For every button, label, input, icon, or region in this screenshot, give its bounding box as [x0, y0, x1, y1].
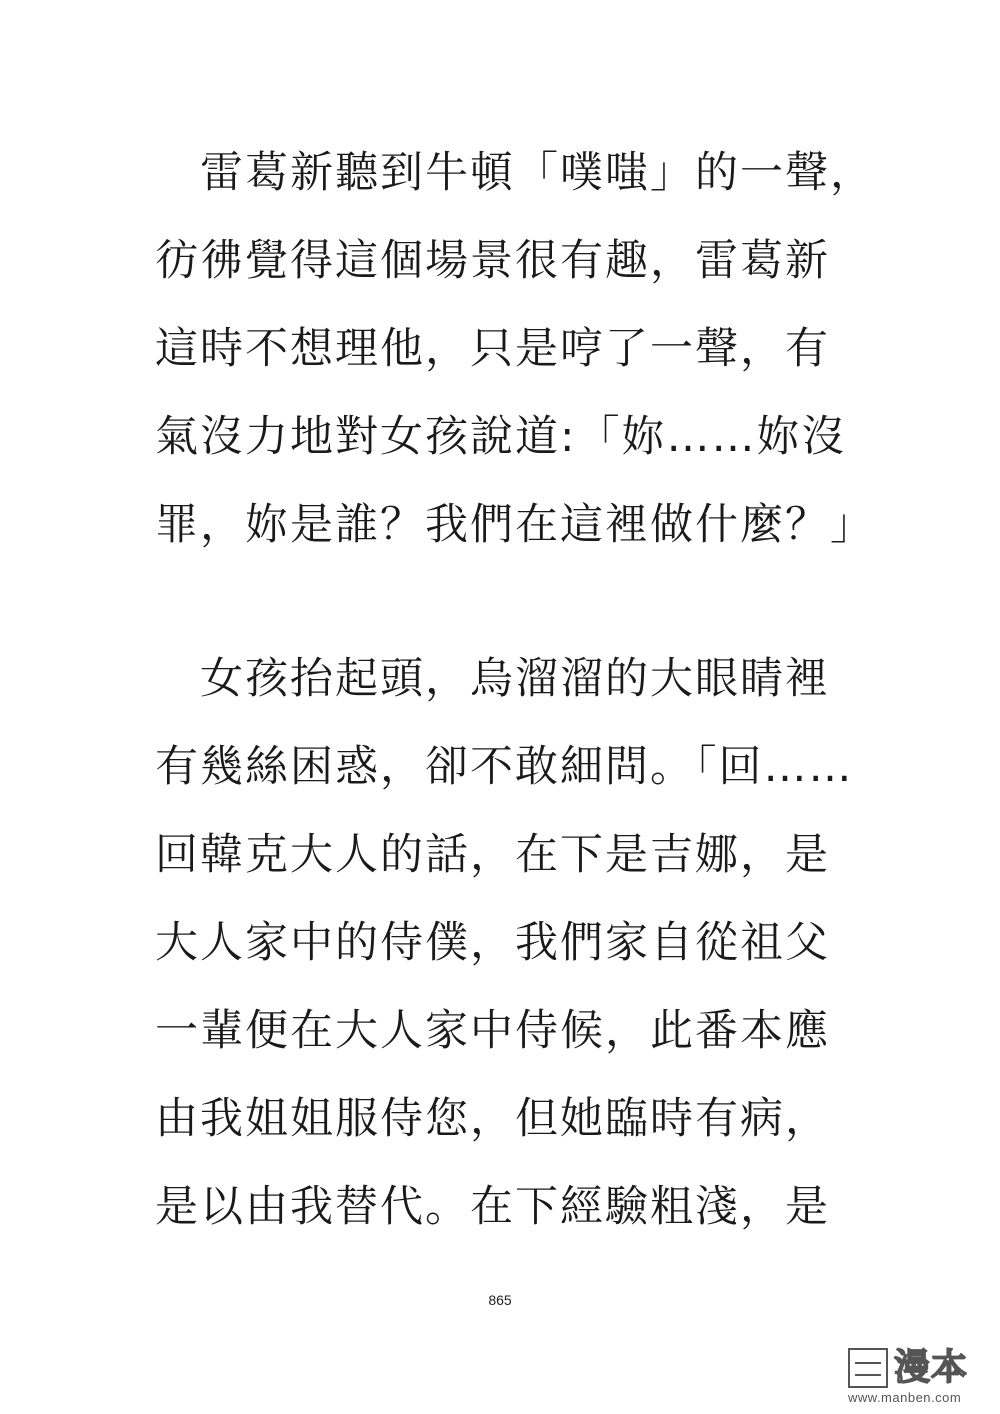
text-line: 罪，妳是誰？我們在這裡做什麼？」 [155, 500, 875, 550]
text-line: 是以由我替代。在下經驗粗淺，是 [155, 1182, 830, 1232]
text-line: 由我姐姐服侍您，但她臨時有病， [155, 1094, 830, 1144]
text-line: 女孩抬起頭，烏溜溜的大眼睛裡 [155, 654, 830, 704]
watermark-name: 漫本 [894, 1347, 969, 1388]
manben-logo-icon [848, 1348, 888, 1388]
watermark-url: www.manben.com [848, 1390, 962, 1405]
text-line: 回韓克大人的話，在下是吉娜，是 [155, 830, 830, 880]
text-line: 有幾絲困惑，卻不敢細問。「回…… [155, 742, 854, 792]
page-number: 865 [488, 1292, 512, 1308]
text-line: 這時不想理他，只是哼了一聲，有 [155, 324, 830, 374]
text-line: 雷葛新聽到牛頓「噗嗤」的一聲， [155, 148, 875, 198]
text-line: 一輩便在大人家中侍候，此番本應 [155, 1006, 830, 1056]
text-line: 大人家中的侍僕，我們家自從祖父 [155, 918, 830, 968]
text-line: 氣沒力地對女孩說道:「妳……妳沒 [155, 412, 847, 462]
watermark [848, 1348, 988, 1406]
text-line: 彷彿覺得這個場景很有趣，雷葛新 [155, 236, 830, 286]
